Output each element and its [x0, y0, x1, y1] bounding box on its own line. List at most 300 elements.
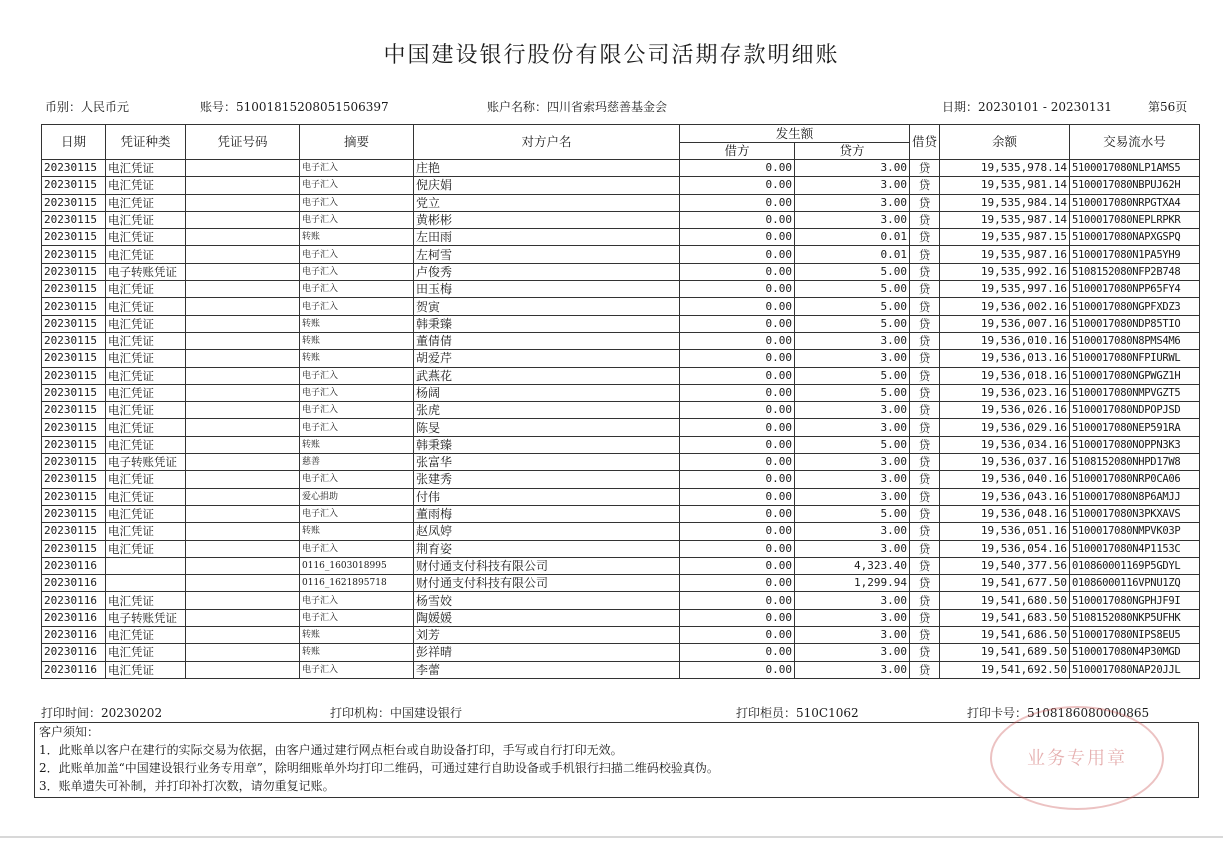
cell-debit: 0.00: [680, 488, 795, 505]
cell-dc: 贷: [910, 384, 940, 401]
cell-type: 电汇凭证: [106, 627, 186, 644]
cell-summary: 0116_1603018995: [300, 557, 414, 574]
header-balance: 余额: [940, 125, 1070, 160]
cell-debit: 0.00: [680, 540, 795, 557]
cell-voucher: [186, 436, 300, 453]
cell-summary: 电子汇入: [300, 471, 414, 488]
cell-voucher: [186, 160, 300, 177]
cell-dc: 贷: [910, 246, 940, 263]
cell-serial: 5100017080NEP591RA: [1070, 419, 1200, 436]
cell-voucher: [186, 402, 300, 419]
header-counterparty: 对方户名: [414, 125, 680, 160]
cell-name: 贺寅: [414, 298, 680, 315]
cell-summary: 电子汇入: [300, 661, 414, 678]
cell-summary: 电子汇入: [300, 384, 414, 401]
table-row: [42, 419, 1200, 436]
cell-type: 电汇凭证: [106, 194, 186, 211]
cell-date: 20230115: [42, 332, 106, 349]
header-serial: 交易流水号: [1070, 125, 1200, 160]
cell-voucher: [186, 246, 300, 263]
table-row: [42, 540, 1200, 557]
cell-dc: 贷: [910, 298, 940, 315]
cell-summary: 电子汇入: [300, 419, 414, 436]
cell-type: 电汇凭证: [106, 471, 186, 488]
cell-name: 董倩倩: [414, 332, 680, 349]
cell-date: 20230115: [42, 488, 106, 505]
cell-debit: 0.00: [680, 298, 795, 315]
cell-serial: 5100017080N1PA5YH9: [1070, 246, 1200, 263]
cell-summary: 转账: [300, 315, 414, 332]
table-row: [42, 505, 1200, 522]
cell-dc: 贷: [910, 177, 940, 194]
cell-serial: 5100017080NPP65FY4: [1070, 281, 1200, 298]
cell-date: 20230116: [42, 557, 106, 574]
cell-credit: 3.00: [795, 332, 910, 349]
table-row: [42, 315, 1200, 332]
cell-date: 20230115: [42, 454, 106, 471]
cell-name: 庄艳: [414, 160, 680, 177]
cell-serial: 5100017080NFPIURWL: [1070, 350, 1200, 367]
cell-date: 20230115: [42, 367, 106, 384]
cell-summary: 转账: [300, 332, 414, 349]
cell-name: 财付通支付科技有限公司: [414, 575, 680, 592]
cell-balance: 19,536,051.16: [940, 523, 1070, 540]
cell-balance: 19,536,037.16: [940, 454, 1070, 471]
cell-type: [106, 575, 186, 592]
cell-credit: 3.00: [795, 592, 910, 609]
cell-summary: 转账: [300, 644, 414, 661]
cell-credit: 5.00: [795, 436, 910, 453]
cell-credit: 5.00: [795, 281, 910, 298]
cell-summary: 电子汇入: [300, 540, 414, 557]
cell-balance: 19,541,677.50: [940, 575, 1070, 592]
cell-credit: 3.00: [795, 523, 910, 540]
table-row: [42, 211, 1200, 228]
cell-dc: 贷: [910, 402, 940, 419]
cell-summary: 电子汇入: [300, 177, 414, 194]
cell-debit: 0.00: [680, 471, 795, 488]
cell-voucher: [186, 229, 300, 246]
cell-voucher: [186, 419, 300, 436]
cell-name: 左柯雪: [414, 246, 680, 263]
cell-credit: 5.00: [795, 263, 910, 280]
cell-dc: 贷: [910, 367, 940, 384]
cell-voucher: [186, 661, 300, 678]
cell-debit: 0.00: [680, 211, 795, 228]
cell-date: 20230115: [42, 160, 106, 177]
cell-balance: 19,541,689.50: [940, 644, 1070, 661]
table-row: [42, 454, 1200, 471]
cell-credit: 3.00: [795, 540, 910, 557]
cell-debit: 0.00: [680, 419, 795, 436]
cell-summary: 电子汇入: [300, 367, 414, 384]
cell-credit: 3.00: [795, 609, 910, 626]
cell-date: 20230116: [42, 644, 106, 661]
cell-date: 20230116: [42, 592, 106, 609]
cell-dc: 贷: [910, 471, 940, 488]
cell-debit: 0.00: [680, 523, 795, 540]
cell-type: 电汇凭证: [106, 281, 186, 298]
cell-summary: 电子汇入: [300, 194, 414, 211]
cell-date: 20230115: [42, 281, 106, 298]
cell-type: 电汇凭证: [106, 298, 186, 315]
cell-balance: 19,536,007.16: [940, 315, 1070, 332]
cell-type: 电汇凭证: [106, 436, 186, 453]
date-range: 日期：20230101 - 20230131: [942, 100, 1112, 114]
cell-dc: 贷: [910, 540, 940, 557]
cell-balance: 19,540,377.56: [940, 557, 1070, 574]
cell-voucher: [186, 177, 300, 194]
cell-name: 倪庆娟: [414, 177, 680, 194]
cell-date: 20230115: [42, 229, 106, 246]
stamp-text: 业务专用章: [1027, 748, 1127, 769]
cell-dc: 贷: [910, 211, 940, 228]
cell-name: 李蕾: [414, 661, 680, 678]
cell-dc: 贷: [910, 263, 940, 280]
cell-serial: 5100017080NRP0CA06: [1070, 471, 1200, 488]
cell-type: 电汇凭证: [106, 505, 186, 522]
cell-debit: 0.00: [680, 505, 795, 522]
cell-name: 田玉梅: [414, 281, 680, 298]
cell-dc: 贷: [910, 160, 940, 177]
cell-voucher: [186, 557, 300, 574]
cell-name: 胡爱芹: [414, 350, 680, 367]
cell-credit: 3.00: [795, 211, 910, 228]
cell-credit: 3.00: [795, 160, 910, 177]
notice-heading: 客户须知：: [39, 725, 100, 739]
table-row: [42, 609, 1200, 626]
header-row: [42, 125, 1200, 143]
cell-debit: 0.00: [680, 575, 795, 592]
cell-date: 20230115: [42, 177, 106, 194]
cell-debit: 0.00: [680, 263, 795, 280]
table-row: [42, 281, 1200, 298]
cell-balance: 19,541,686.50: [940, 627, 1070, 644]
header-debit: 借方: [680, 143, 795, 160]
cell-type: 电汇凭证: [106, 332, 186, 349]
cell-credit: 3.00: [795, 177, 910, 194]
cell-voucher: [186, 315, 300, 332]
cell-dc: 贷: [910, 419, 940, 436]
cell-voucher: [186, 454, 300, 471]
cell-date: 20230115: [42, 350, 106, 367]
table-row: [42, 557, 1200, 574]
cell-credit: 3.00: [795, 471, 910, 488]
cell-dc: 贷: [910, 194, 940, 211]
cell-type: 电汇凭证: [106, 402, 186, 419]
cell-type: 电汇凭证: [106, 644, 186, 661]
cell-serial: 5100017080N3PKXAVS: [1070, 505, 1200, 522]
cell-voucher: [186, 540, 300, 557]
cell-balance: 19,536,043.16: [940, 488, 1070, 505]
cell-dc: 贷: [910, 281, 940, 298]
cell-summary: 转账: [300, 627, 414, 644]
table-row: [42, 402, 1200, 419]
table-row: [42, 160, 1200, 177]
table-row: [42, 384, 1200, 401]
cell-credit: 3.00: [795, 627, 910, 644]
cell-type: 电子转账凭证: [106, 263, 186, 280]
cell-date: 20230115: [42, 419, 106, 436]
cell-debit: 0.00: [680, 644, 795, 661]
cell-dc: 贷: [910, 592, 940, 609]
cell-date: 20230116: [42, 609, 106, 626]
cell-debit: 0.00: [680, 592, 795, 609]
print-org: 打印机构：中国建设银行: [330, 706, 463, 720]
page-divider: [0, 836, 1223, 838]
cell-debit: 0.00: [680, 229, 795, 246]
cell-type: 电汇凭证: [106, 229, 186, 246]
cell-summary: 电子汇入: [300, 298, 414, 315]
cell-date: 20230115: [42, 298, 106, 315]
table-row: [42, 644, 1200, 661]
ledger-body: [42, 160, 1200, 679]
cell-dc: 贷: [910, 488, 940, 505]
cell-type: 电汇凭证: [106, 315, 186, 332]
cell-name: 彭祥晴: [414, 644, 680, 661]
cell-date: 20230116: [42, 627, 106, 644]
cell-debit: 0.00: [680, 436, 795, 453]
cell-type: 电子转账凭证: [106, 609, 186, 626]
cell-name: 张富华: [414, 454, 680, 471]
cell-type: 电汇凭证: [106, 540, 186, 557]
cell-serial: 010860001169P5GDYL: [1070, 557, 1200, 574]
cell-serial: 5100017080NRPGTXA4: [1070, 194, 1200, 211]
cell-name: 韩秉臻: [414, 436, 680, 453]
cell-balance: 19,535,981.14: [940, 177, 1070, 194]
cell-balance: 19,536,054.16: [940, 540, 1070, 557]
table-row: [42, 436, 1200, 453]
cell-dc: 贷: [910, 575, 940, 592]
table-row: [42, 592, 1200, 609]
cell-name: 党立: [414, 194, 680, 211]
table-row: [42, 263, 1200, 280]
cell-balance: 19,535,984.14: [940, 194, 1070, 211]
cell-credit: 3.00: [795, 488, 910, 505]
cell-serial: 01086000116VPNU1ZQ: [1070, 575, 1200, 592]
table-row: [42, 332, 1200, 349]
cell-credit: 3.00: [795, 454, 910, 471]
cell-summary: 慈善: [300, 454, 414, 471]
cell-balance: 19,535,997.16: [940, 281, 1070, 298]
header-voucher-no: 凭证号码: [186, 125, 300, 160]
cell-balance: 19,536,023.16: [940, 384, 1070, 401]
cell-type: 电汇凭证: [106, 177, 186, 194]
cell-summary: 转账: [300, 523, 414, 540]
ledger-table: [41, 124, 1200, 679]
cell-debit: 0.00: [680, 332, 795, 349]
cell-voucher: [186, 367, 300, 384]
cell-name: 刘芳: [414, 627, 680, 644]
cell-name: 财付通支付科技有限公司: [414, 557, 680, 574]
cell-name: 左田雨: [414, 229, 680, 246]
table-row: [42, 488, 1200, 505]
cell-serial: 5100017080NBPUJ62H: [1070, 177, 1200, 194]
table-row: [42, 194, 1200, 211]
cell-summary: 电子汇入: [300, 211, 414, 228]
cell-voucher: [186, 384, 300, 401]
cell-balance: 19,536,026.16: [940, 402, 1070, 419]
cell-debit: 0.00: [680, 367, 795, 384]
cell-balance: 19,535,987.15: [940, 229, 1070, 246]
table-row: [42, 229, 1200, 246]
cell-balance: 19,535,987.16: [940, 246, 1070, 263]
cell-serial: 5100017080N4P1153C: [1070, 540, 1200, 557]
cell-serial: 5100017080NGPFXDZ3: [1070, 298, 1200, 315]
cell-date: 20230115: [42, 384, 106, 401]
cell-voucher: [186, 575, 300, 592]
notice-item-1: 1．此账单以客户在建行的实际交易为依据，由客户通过建行网点柜台或自助设备打印，手写或自行打印无效。: [39, 743, 623, 757]
cell-voucher: [186, 609, 300, 626]
cell-debit: 0.00: [680, 246, 795, 263]
table-row: [42, 367, 1200, 384]
cell-debit: 0.00: [680, 627, 795, 644]
cell-date: 20230116: [42, 575, 106, 592]
header-date: 日期: [42, 125, 106, 160]
cell-serial: 5100017080NLP1AMS5: [1070, 160, 1200, 177]
cell-balance: 19,535,987.14: [940, 211, 1070, 228]
cell-credit: 0.01: [795, 229, 910, 246]
cell-voucher: [186, 523, 300, 540]
cell-debit: 0.00: [680, 609, 795, 626]
cell-voucher: [186, 281, 300, 298]
cell-name: 付伟: [414, 488, 680, 505]
cell-credit: 0.01: [795, 246, 910, 263]
cell-serial: 5100017080NGPHJF9I: [1070, 592, 1200, 609]
cell-name: 陈旻: [414, 419, 680, 436]
table-row: [42, 298, 1200, 315]
table-row: [42, 177, 1200, 194]
cell-summary: 电子汇入: [300, 281, 414, 298]
customer-notice: [34, 722, 1199, 798]
cell-balance: 19,536,018.16: [940, 367, 1070, 384]
cell-type: 电子转账凭证: [106, 454, 186, 471]
cell-credit: 1,299.94: [795, 575, 910, 592]
cell-credit: 3.00: [795, 661, 910, 678]
cell-date: 20230115: [42, 402, 106, 419]
cell-credit: 5.00: [795, 505, 910, 522]
cell-serial: 5100017080NAP20JJL: [1070, 661, 1200, 678]
cell-serial: 5108152080NFP2B748: [1070, 263, 1200, 280]
cell-type: 电汇凭证: [106, 523, 186, 540]
cell-voucher: [186, 211, 300, 228]
cell-dc: 贷: [910, 557, 940, 574]
cell-summary: 转账: [300, 350, 414, 367]
cell-date: 20230115: [42, 246, 106, 263]
cell-debit: 0.00: [680, 557, 795, 574]
currency-label: 币别：人民币元: [45, 100, 130, 114]
cell-type: 电汇凭证: [106, 367, 186, 384]
cell-balance: 19,535,978.14: [940, 160, 1070, 177]
header-summary: 摘要: [300, 125, 414, 160]
cell-type: 电汇凭证: [106, 419, 186, 436]
page-number: 第56页: [1148, 100, 1188, 114]
cell-serial: 5100017080NGPWGZ1H: [1070, 367, 1200, 384]
cell-name: 董雨梅: [414, 505, 680, 522]
cell-balance: 19,541,692.50: [940, 661, 1070, 678]
cell-debit: 0.00: [680, 402, 795, 419]
print-card: 打印卡号：5108186080000865: [967, 706, 1150, 720]
cell-summary: 电子汇入: [300, 609, 414, 626]
cell-serial: 5100017080N4P30MGD: [1070, 644, 1200, 661]
cell-debit: 0.00: [680, 194, 795, 211]
cell-summary: 0116_1621895718: [300, 575, 414, 592]
cell-dc: 贷: [910, 315, 940, 332]
cell-name: 卢俊秀: [414, 263, 680, 280]
cell-balance: 19,536,002.16: [940, 298, 1070, 315]
cell-type: 电汇凭证: [106, 246, 186, 263]
cell-credit: 3.00: [795, 350, 910, 367]
cell-summary: 电子汇入: [300, 246, 414, 263]
cell-voucher: [186, 505, 300, 522]
print-time: 打印时间：20230202: [41, 706, 163, 720]
cell-credit: 3.00: [795, 194, 910, 211]
cell-date: 20230115: [42, 471, 106, 488]
cell-serial: 5100017080N8PMS4M6: [1070, 332, 1200, 349]
cell-dc: 贷: [910, 350, 940, 367]
cell-dc: 贷: [910, 332, 940, 349]
cell-serial: 5108152080NHPD17W8: [1070, 454, 1200, 471]
cell-summary: 爱心捐助: [300, 488, 414, 505]
cell-serial: 5100017080NOPPN3K3: [1070, 436, 1200, 453]
cell-voucher: [186, 471, 300, 488]
cell-name: 陶媛媛: [414, 609, 680, 626]
cell-voucher: [186, 644, 300, 661]
cell-voucher: [186, 332, 300, 349]
cell-debit: 0.00: [680, 315, 795, 332]
cell-voucher: [186, 592, 300, 609]
cell-serial: 5100017080N8P6AMJJ: [1070, 488, 1200, 505]
cell-dc: 贷: [910, 627, 940, 644]
cell-credit: 3.00: [795, 644, 910, 661]
header-credit: 贷方: [795, 143, 910, 160]
cell-balance: 19,536,013.16: [940, 350, 1070, 367]
cell-serial: 5100017080NDPOPJSD: [1070, 402, 1200, 419]
cell-date: 20230115: [42, 436, 106, 453]
cell-dc: 贷: [910, 523, 940, 540]
cell-balance: 19,535,992.16: [940, 263, 1070, 280]
cell-summary: 电子汇入: [300, 505, 414, 522]
cell-date: 20230115: [42, 315, 106, 332]
notice-item-3: 3．账单遗失可补制，并打印补打次数，请勿重复记账。: [39, 779, 335, 793]
header-dc: 借贷: [910, 125, 940, 160]
cell-debit: 0.00: [680, 661, 795, 678]
print-counter: 打印柜员：510C1062: [736, 706, 859, 720]
cell-credit: 5.00: [795, 367, 910, 384]
cell-date: 20230115: [42, 523, 106, 540]
cell-voucher: [186, 263, 300, 280]
cell-type: 电汇凭证: [106, 661, 186, 678]
cell-voucher: [186, 488, 300, 505]
cell-name: 杨雪姣: [414, 592, 680, 609]
cell-summary: 转账: [300, 436, 414, 453]
table-row: [42, 246, 1200, 263]
cell-dc: 贷: [910, 644, 940, 661]
table-row: [42, 575, 1200, 592]
cell-dc: 贷: [910, 661, 940, 678]
cell-name: 黄彬彬: [414, 211, 680, 228]
cell-dc: 贷: [910, 505, 940, 522]
account-number: 账号：51001815208051506397: [200, 100, 389, 114]
cell-credit: 3.00: [795, 419, 910, 436]
header-amount: 发生额: [680, 125, 910, 143]
cell-serial: 5100017080NEPLRPKR: [1070, 211, 1200, 228]
cell-credit: 3.00: [795, 402, 910, 419]
cell-type: 电汇凭证: [106, 211, 186, 228]
cell-type: 电汇凭证: [106, 384, 186, 401]
cell-name: 赵凤婷: [414, 523, 680, 540]
cell-name: 荆育姿: [414, 540, 680, 557]
